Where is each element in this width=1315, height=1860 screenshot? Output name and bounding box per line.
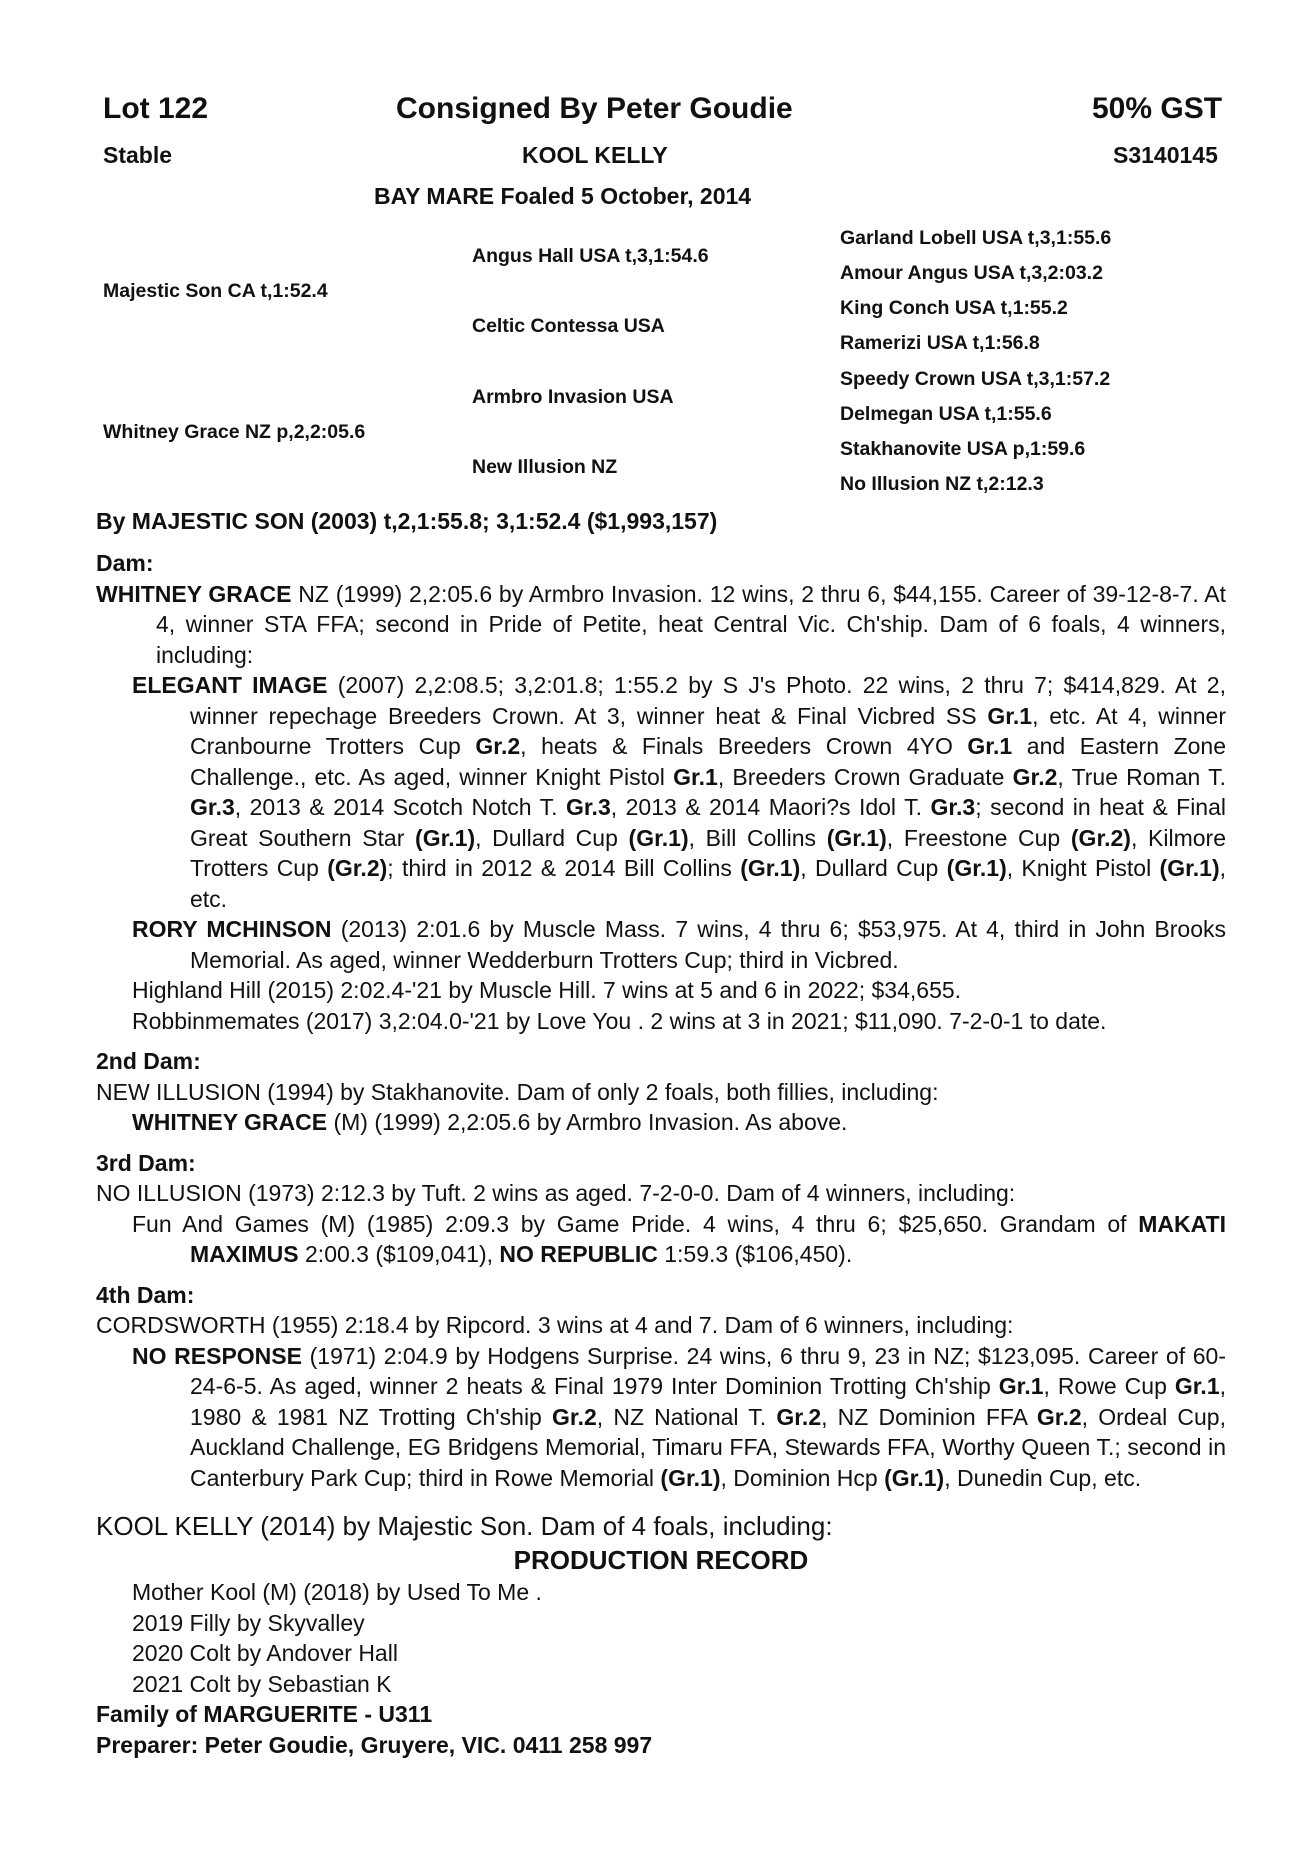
fourth-dam-text: CORDSWORTH (1955) 2:18.4 by Ripcord. 3 wins at 4 and 7. Dam of 6 winners, including: [96,1312,1014,1338]
pedigree-dam-dam: New Illusion NZ [472,456,618,478]
pedigree-gen3-3: King Conch USA t,1:55.2 [840,297,1068,319]
third-dam-progeny: Fun And Games (M) (1985) 2:09.3 by Game Pride. 4 wins, 4 thru 6; $25,650. Grandam of MAKATI MAXIMUS 2:00.3 ($109,041), NO REPUBLIC 1:59.3 ($106,450). [132,1210,1226,1267]
third-dam-heading: 3rd Dam: [96,1149,196,1176]
pedigree-gen3-8: No Illusion NZ t,2:12.3 [840,473,1044,495]
second-dam-progeny: WHITNEY GRACE (M) (1999) 2,2:05.6 by Armbro Invasion. As above. [132,1109,848,1135]
third-dam-text: NO ILLUSION (1973) 2:12.3 by Tuft. 2 wins as aged. 7-2-0-0. Dam of 4 winners, including: [96,1180,1016,1206]
pedigree-sire-sire: Angus Hall USA t,3,1:54.6 [472,245,709,267]
pedigree-gen3-7: Stakhanovite USA p,1:59.6 [840,438,1086,460]
progeny-name: ELEGANT IMAGE [132,672,328,698]
foaled-line: BAY MARE Foaled 5 October, 2014 [374,183,752,209]
preparer-line: Preparer: Peter Goudie, Gruyere, VIC. 0411 258 997 [96,1731,653,1758]
pedigree-gen3-4: Ramerizi USA t,1:56.8 [840,332,1040,354]
family-line: Family of MARGUERITE - U311 [96,1701,433,1727]
catalogue-body [96,548,1226,1760]
gst-rate: 50% GST [1092,92,1223,125]
production-item: 2019 Filly by Skyvalley [132,1609,365,1636]
second-dam-text: NEW ILLUSION (1994) by Stakhanovite. Dam of only 2 foals, both fillies, including: [96,1078,939,1105]
progeny-name: RORY MCHINSON [132,916,332,942]
pedigree-sire-dam: Celtic Contessa USA [472,315,665,337]
production-item: 2020 Colt by Andover Hall [132,1640,398,1666]
pedigree-dam: Whitney Grace NZ p,2,2:05.6 [103,421,366,443]
fourth-dam-heading: 4th Dam: [96,1281,195,1308]
production-intro: KOOL KELLY (2014) by Majestic Son. Dam of 4 foals, including: [96,1511,833,1541]
fourth-dam-progeny: NO RESPONSE (1971) 2:04.9 by Hodgens Surprise. 24 wins, 6 thru 9, 23 in NZ; $123,095. Career of 60-24-6-5. As aged, winner 2 heats & Final 1979 Inter Dominion Trotting Ch'ship Gr.1, Rowe Cup Gr.1, 1980 & 1981 NZ Trotting Ch'ship Gr.2, NZ National T. Gr.2, NZ Dominion FFA Gr.2, Ordeal Cup, Auckland Challenge, EG Bridgens Memorial, Timaru FFA, Stewards FFA, Worthy Queen T.; second in Canterbury Park Cup; third in Rowe Memorial (Gr.1), Dominion Hcp (Gr.1), Dunedin Cup, etc. [132,1342,1227,1491]
pedigree-dam-sire: Armbro Invasion USA [472,386,674,408]
pedigree-gen3-5: Speedy Crown USA t,3,1:57.2 [840,368,1111,390]
pedigree-gen3-1: Garland Lobell USA t,3,1:55.6 [840,227,1112,249]
progeny-highland-hill: Highland Hill (2015) 2:02.4-'21 by Muscle Hill. 7 wins at 5 and 6 in 2022; $34,655. [132,977,962,1003]
consignor: Consigned By Peter Goudie [396,92,793,125]
progeny-robbinmemates: Robbinmemates (2017) 3,2:04.0-'21 by Love You . 2 wins at 3 in 2021; $11,090. 7-2-0-1 to date. [132,1007,1107,1034]
progeny-rory-mchinson: RORY MCHINSON (2013) 2:01.6 by Muscle Mass. 7 wins, 4 thru 6; $53,975. At 4, third in John Brooks Memorial. As aged, winner Wedderburn Trotters Cup; third in Vicbred. [132,916,1226,973]
pedigree-gen3-2: Amour Angus USA t,3,2:03.2 [840,262,1103,284]
dam-heading: Dam: [96,550,154,576]
lot-number: Lot 122 [103,92,209,125]
horse-code: S3140145 [1113,142,1218,168]
production-item: 2021 Colt by Sebastian K [132,1670,392,1697]
sire-record: By MAJESTIC SON (2003) t,2,1:55.8; 3,1:52.4 ($1,993,157) [96,508,718,534]
dam-name: WHITNEY GRACE [96,580,292,607]
horse-name: KOOL KELLY [522,142,668,168]
production-item: Mother Kool (M) (2018) by Used To Me . [132,1579,542,1605]
stable-label: Stable [103,142,173,168]
pedigree-gen3-6: Delmegan USA t,1:55.6 [840,403,1052,425]
dam-paragraph: WHITNEY GRACE NZ (1999) 2,2:05.6 by Armbro Invasion. 12 wins, 2 thru 6, $44,155. Career of 39-12-8-7. At 4, winner STA FFA; second in Pride of Petite, heat Central Vic. Ch'ship. Dam of 6 foals, 4 winners, including: [96,580,1226,668]
pedigree-sire: Majestic Son CA t,1:52.4 [103,280,328,302]
production-heading: PRODUCTION RECORD [513,1545,809,1575]
second-dam-heading: 2nd Dam: [96,1048,201,1074]
progeny-elegant-image: ELEGANT IMAGE (2007) 2,2:08.5; 3,2:01.8; 1:55.2 by S J's Photo. 22 wins, 2 thru 7; $414,829. At 2, winner repechage Breeders Crown. At 3, winner heat & Final Vicbred SS Gr.1, etc. At 4, winner Cranbourne Trotters Cup Gr.2, heats & Finals Breeders Crown 4YO Gr.1 and Eastern Zone Challenge., etc. As aged, winner Knight Pistol Gr.1, Breeders Crown Graduate Gr.2, True Roman T. Gr.3, 2013 & 2014 Scotch Notch T. Gr.3, 2013 & 2014 Maori?s Idol T. Gr.3; second in heat & Final Great Southern Star (Gr.1), Dullard Cup (Gr.1), Bill Collins (Gr.1), Freestone Cup (Gr.2), Kilmore Trotters Cup (Gr.2); third in 2012 & 2014 Bill Collins (Gr.1), Dullard Cup (Gr.1), Knight Pistol (Gr.1), etc. [132,672,1227,912]
